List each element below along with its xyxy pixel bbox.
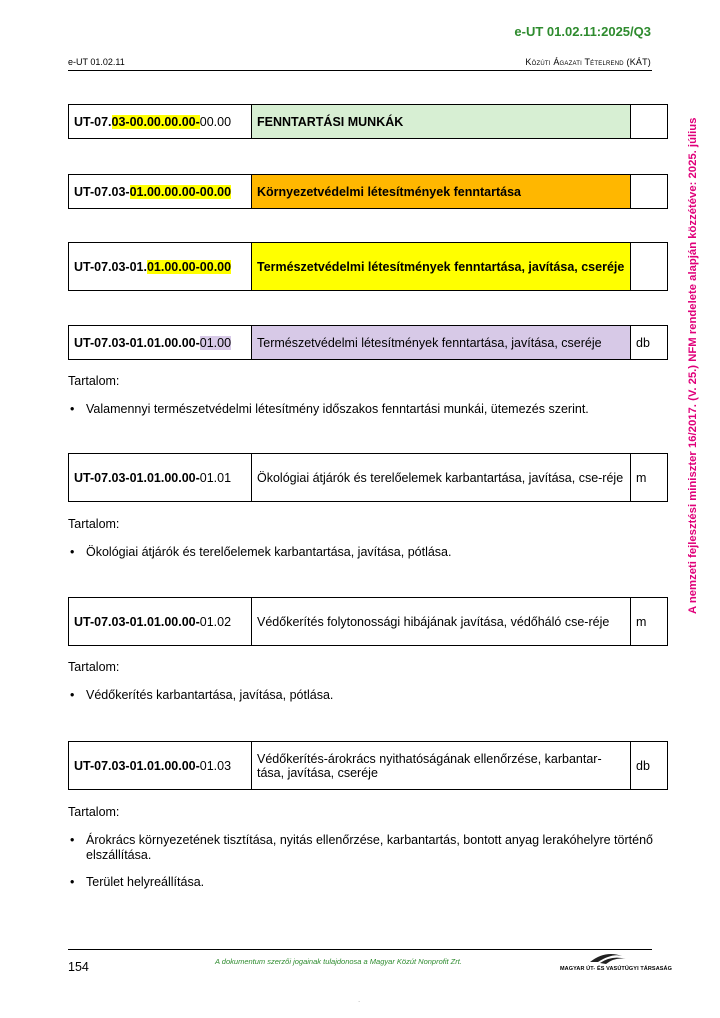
- item-row: [68, 325, 668, 360]
- content-label: Tartalom:: [68, 374, 120, 388]
- side-publication-note: A nemzeti fejlesztési miniszter 16/2017. (V. 25.) NFM rendelete alapján közzétéve: 2025. július: [687, 117, 699, 614]
- list-item: • Ökológiai átjárók és terelőelemek karbantartása, javítása, pótlása.: [70, 545, 452, 559]
- item-row: [68, 104, 668, 139]
- item-code: UT-07.03-01.00.00.00-00.00: [69, 175, 252, 209]
- item-code: UT-07.03-01.01.00.00-01.01: [69, 454, 252, 502]
- item-description: Természetvédelmi létesítmények fenntartása, javítása, cseréje: [252, 326, 631, 360]
- item-unit: [631, 243, 668, 291]
- header-left: e-UT 01.02.11: [68, 57, 125, 67]
- content-list: [68, 833, 658, 902]
- item-code: UT-07.03-01.01.00.00-01.00: [69, 326, 252, 360]
- page-number: 154: [68, 960, 89, 974]
- header-rule: [68, 70, 652, 71]
- list-item: • Valamennyi természetvédelmi létesítmény időszakos fenntartási munkái, ütemezés szerint.: [70, 402, 589, 416]
- content-list: [68, 688, 658, 715]
- content-list: [68, 545, 658, 572]
- content-label: Tartalom:: [68, 517, 120, 531]
- list-item: • Árokrács környezetének tisztítása, nyitás ellenőrzése, karbantartás, bontott anyag lerakóhelyre történő elszállítása.: [70, 833, 653, 862]
- content-label: Tartalom:: [68, 660, 120, 674]
- content-label: Tartalom:: [68, 805, 120, 819]
- item-description: Védőkerítés-árokrács nyithatóságának ellenőrzése, karbantar-tása, javítása, cseréje: [252, 742, 631, 790]
- item-unit: db: [631, 326, 668, 360]
- content-list: [68, 402, 658, 429]
- document-code: e-UT 01.02.11:2025/Q3: [514, 24, 651, 39]
- item-row: [68, 597, 668, 646]
- item-unit: [631, 175, 668, 209]
- item-description: Természetvédelmi létesítmények fenntartása, javítása, cseréje: [252, 243, 631, 291]
- item-code: UT-07.03-01.01.00.00-00.00: [69, 243, 252, 291]
- bottom-dot: .: [358, 995, 361, 1004]
- item-code: UT-07.03-01.01.00.00-01.02: [69, 598, 252, 646]
- logo-text: MAGYAR ÚT- ÉS VASÚTÜGYI TÁRSASÁG: [560, 966, 672, 972]
- item-unit: m: [631, 454, 668, 502]
- item-row: [68, 453, 668, 502]
- item-description: Védőkerítés folytonossági hibájának javítása, védőháló cse-réje: [252, 598, 631, 646]
- item-description: Környezetvédelmi létesítmények fenntartása: [252, 175, 631, 209]
- item-unit: db: [631, 742, 668, 790]
- copyright-notice: A dokumentum szerzői jogainak tulajdonosa a Magyar Közút Nonprofit Zrt.: [215, 957, 462, 966]
- item-unit: m: [631, 598, 668, 646]
- item-description: Ökológiai átjárók és terelőelemek karbantartása, javítása, cse-réje: [252, 454, 631, 502]
- item-row: [68, 741, 668, 790]
- list-item: • Védőkerítés karbantartása, javítása, pótlása.: [70, 688, 334, 702]
- list-item: • Terület helyreállítása.: [70, 875, 205, 889]
- header-right: Közúti Ágazati Tételrend (KÁT): [525, 57, 651, 67]
- item-row: [68, 174, 668, 209]
- item-description: FENNTARTÁSI MUNKÁK: [252, 105, 631, 139]
- item-row: [68, 242, 668, 291]
- item-code: UT-07.03-01.01.00.00-01.03: [69, 742, 252, 790]
- item-unit: [631, 105, 668, 139]
- item-code: UT-07.03-00.00.00.00-00.00: [69, 105, 252, 139]
